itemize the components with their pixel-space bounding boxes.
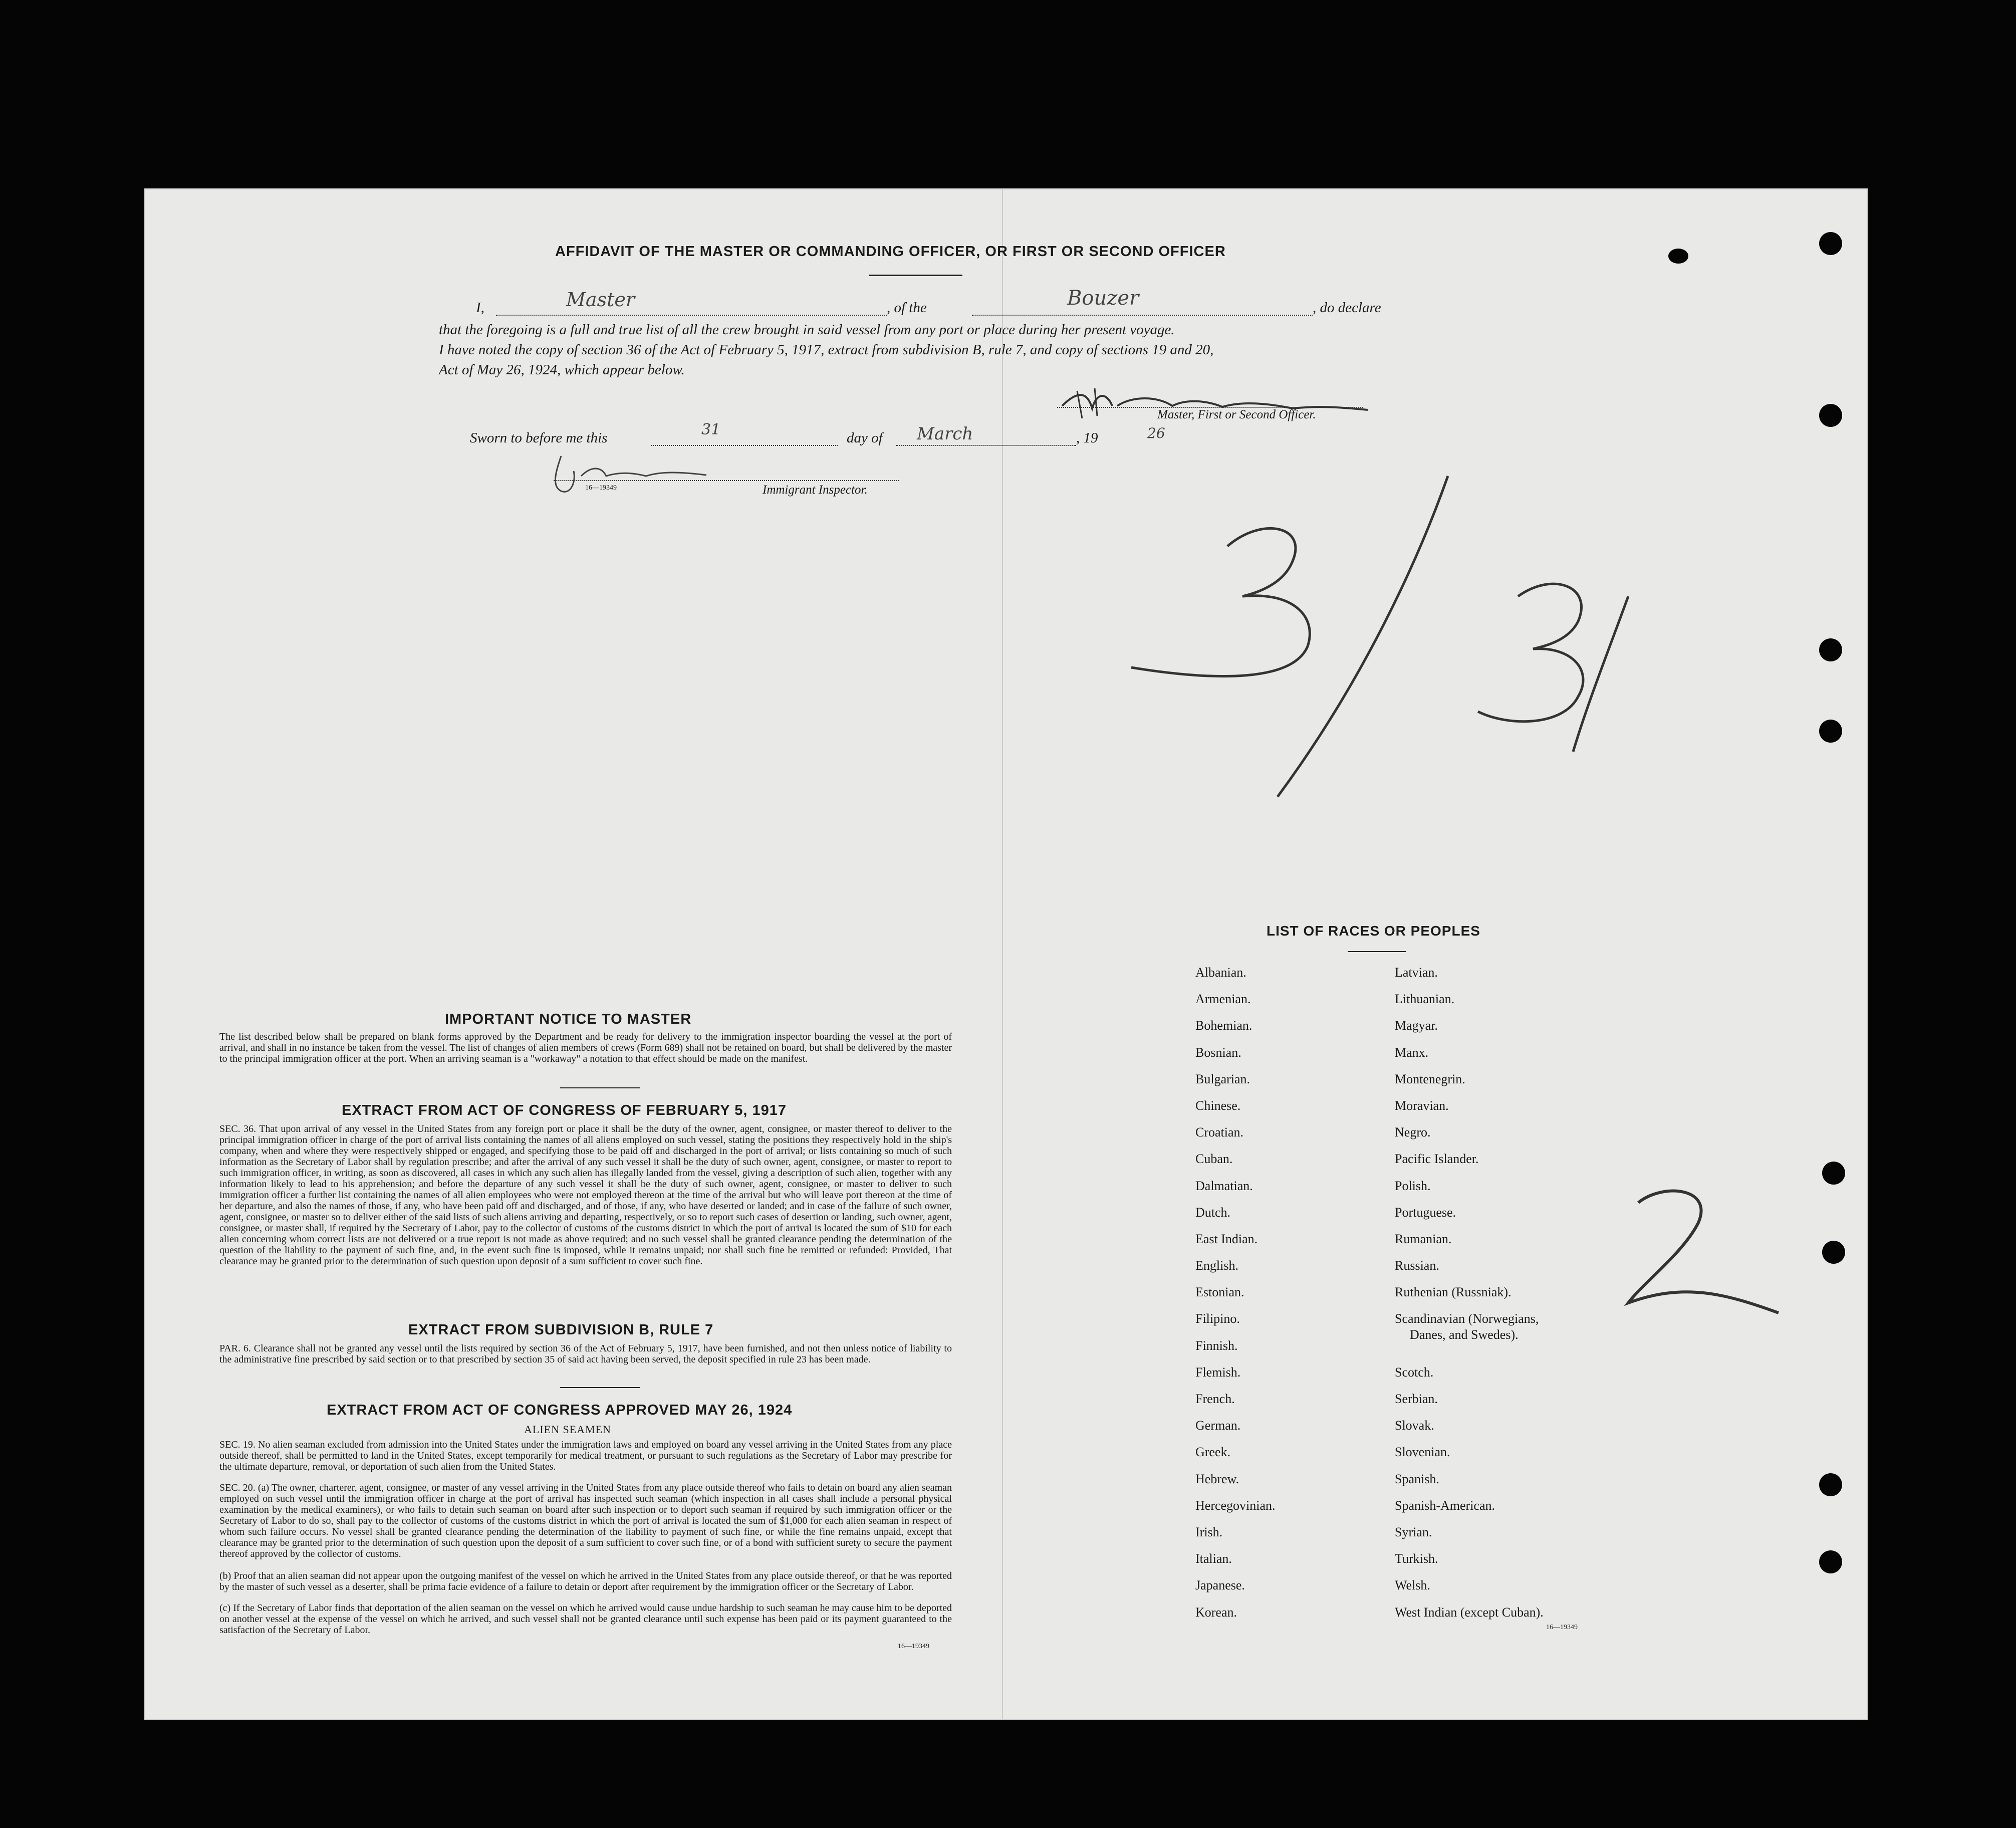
- race-item: Bosnian.: [1195, 1045, 1241, 1060]
- signer-label: Master, First or Second Officer.: [1157, 408, 1316, 421]
- race-item: Armenian.: [1195, 992, 1251, 1007]
- punch-hole: [1819, 1550, 1842, 1573]
- race-item: East Indian.: [1195, 1231, 1258, 1246]
- race-item: Spanish-American.: [1395, 1498, 1495, 1513]
- race-item: Finnish.: [1195, 1338, 1238, 1353]
- punch-hole: [1819, 232, 1842, 255]
- name-blank: [496, 315, 887, 316]
- punch-hole: [1822, 1162, 1845, 1185]
- race-item: Spanish.: [1395, 1471, 1439, 1486]
- inspector-label: Immigrant Inspector.: [763, 483, 868, 497]
- extract-1924-subtitle: ALIEN SEAMEN: [524, 1423, 611, 1436]
- race-item: Montenegrin.: [1395, 1071, 1465, 1086]
- vessel-blank: [972, 315, 1313, 316]
- extract-1917-title: EXTRACT FROM ACT OF CONGRESS OF FEBRUARY 5, 1917: [342, 1102, 787, 1118]
- race-item: Estonian.: [1195, 1285, 1244, 1300]
- race-item: German.: [1195, 1418, 1241, 1433]
- handwritten-name: Master: [566, 289, 635, 311]
- punch-hole: [1819, 1473, 1842, 1496]
- race-item: Danes, and Swedes).: [1410, 1327, 1519, 1342]
- rule7-title: EXTRACT FROM SUBDIVISION B, RULE 7: [408, 1322, 714, 1338]
- sworn-month-blank: [896, 445, 1076, 446]
- race-item: Turkish.: [1395, 1551, 1438, 1566]
- race-item: Slovenian.: [1395, 1445, 1450, 1460]
- race-item: Japanese.: [1195, 1578, 1245, 1593]
- race-item: Magyar.: [1395, 1018, 1438, 1033]
- race-item: Cuban.: [1195, 1152, 1233, 1167]
- handwritten-year: 26: [1147, 425, 1165, 441]
- race-item: English.: [1195, 1258, 1238, 1273]
- affidavit-line4: Act of May 26, 1924, which appear below.: [439, 362, 685, 378]
- punch-hole: [1822, 1241, 1845, 1264]
- race-item: Scandinavian (Norwegians,: [1395, 1311, 1539, 1326]
- races-title: LIST OF RACES OR PEOPLES: [1267, 923, 1480, 939]
- i-label: I,: [476, 300, 484, 316]
- rule7-body: PAR. 6. Clearance shall not be granted any vessel until the lists required by section 36 of the Act of February 5, 1917, have been furnished, and not then unless notice of liability to the administrative fine prescribed by said section or to that prescribed by section 35 of said act having been served, the deposit specified in rule 23 has been made.: [219, 1343, 952, 1365]
- race-item: Moravian.: [1395, 1098, 1449, 1113]
- race-item: Croatian.: [1195, 1125, 1244, 1140]
- affidavit-line3: I have noted the copy of section 36 of the Act of February 5, 1917, extract from subdivision B, rule 7, and copy of sections 19 and 20,: [439, 342, 1214, 358]
- race-item: Hebrew.: [1195, 1471, 1239, 1486]
- punch-hole: [1819, 404, 1842, 427]
- inspector-signature: [546, 451, 711, 501]
- race-item: West Indian (except Cuban).: [1395, 1605, 1544, 1620]
- handwritten-day: 31: [701, 421, 721, 438]
- race-item: Bohemian.: [1195, 1018, 1252, 1033]
- race-item: Syrian.: [1395, 1524, 1432, 1539]
- rule7-rule: [560, 1387, 640, 1388]
- notice-title: IMPORTANT NOTICE TO MASTER: [445, 1011, 692, 1027]
- race-item: Dalmatian.: [1195, 1178, 1253, 1193]
- race-item: Rumanian.: [1395, 1231, 1452, 1246]
- extract-1924-sec20b: (b) Proof that an alien seaman did not appear upon the outgoing manifest of the vessel on which he arrived in the United States from any place outside thereof, or that he was reported by the master of such vessel as a deserter, shall be prima facie evidence of a failure to detain or deport after requirement by the immigration officer or the Secretary of Labor.: [219, 1570, 952, 1592]
- race-item: Ruthenian (Russniak).: [1395, 1285, 1511, 1300]
- races-rule: [1348, 951, 1406, 952]
- extract-1924-title: EXTRACT FROM ACT OF CONGRESS APPROVED MAY 26, 1924: [327, 1402, 793, 1418]
- races-form-no: 16—19349: [1546, 1624, 1578, 1631]
- race-item: Bulgarian.: [1195, 1071, 1250, 1086]
- day-of-label: day of: [847, 430, 883, 446]
- extract-1917-body: SEC. 36. That upon arrival of any vessel in the United States from any foreign port or place it shall be the duty of the owner, agent, consignee, or master thereof to deliver to the principal immigration officer in charge of the port of arrival lists containing the names of all aliens employed on such vessel, stating the positions they respectively hold in the ship's company, when and where they were respectively shipped or engaged, and specifying those to be paid off and discharged in the port of arrival; or lists containing so much of such information as the Secretary of Labor shall by regulation prescribe; and after the arrival of any such vessel it shall be the duty of such owner, agent, consignee, or master to report to such immigration officer, in writing, as soon as discovered, all cases in which any such alien has illegally landed from the vessel, giving a description of such alien, together with any information likely to lead to his apprehension; and before the departure of any such vessel it shall be the duty of such owner, agent, consignee, or master to deliver to such immigration officer a further list containing the names of all alien employees who were not employed thereon at the time of the arrival but who will leave port thereon at the time of her departure, and also the names of those, if any, who have been paid off and discharged, and of those, if any, who have deserted or landed; and in case of the failure of such owner, agent, consignee, or master so to deliver either of the said lists of such aliens arriving and departing, respectively, or so to report such cases of desertion or landing, such owner, agent, consignee, or master shall, if required by the Secretary of Labor, pay to the collector of customs of the customs district in which the port of arrival is located the sum of $10 for each alien concerning whom correct lists are not delivered or a true report is not made as above required; and no such vessel shall be granted clearance pending the determination of the question of the liability to the payment of such fine, and, in the event such fine is imposed, while it remains unpaid; nor shall such fine be remitted or refunded: Provided, That clearance may be granted prior to the determination of such question upon deposit of a sum sufficient to cover such fine.: [219, 1123, 952, 1267]
- race-item: Hercegovinian.: [1195, 1498, 1276, 1513]
- extract-1924-sec20c: (c) If the Secretary of Labor finds that deportation of the alien seaman on the vessel on which he arrived would cause undue hardship to such seaman he may cause him to be deported on another vessel at the expense of the vessel on which he arrived, and such vessel shall not be granted clearance until such expense has been paid or its payment guaranteed to the satisfaction of the Secretary of Labor.: [219, 1603, 952, 1636]
- extract-1924-form-no: 16—19349: [898, 1643, 929, 1650]
- race-item: Flemish.: [1195, 1364, 1241, 1380]
- race-item: Chinese.: [1195, 1098, 1241, 1113]
- race-item: Filipino.: [1195, 1311, 1240, 1326]
- race-item: Negro.: [1395, 1125, 1431, 1140]
- extract-1924-sec20a: SEC. 20. (a) The owner, charterer, agent, consignee, or master of any vessel arriving in the United States from any place outside thereof who fails to detain on board any alien seaman employed on such vessel until the immigration officer in charge at the port of arrival has inspected such seaman (which inspection in all cases shall include a personal physical examination by the medical examiners), or who fails to detain such seaman on board after such inspection or to deport such seaman if required by such immigration officer or the Secretary of Labor to do so, shall pay to the collector of customs of the customs district in which the port of arrival is located the sum of $1,000 for each alien seaman in respect of whom such failure occurs. No vessel shall be granted clearance pending the determination of the liability to payment of such fine, or while the fine remains unpaid, except that clearance may be granted prior to the determination of such question upon the deposit of a sum sufficient to cover such fine, or of a bond with sufficient surety to secure the payment thereof approved by the collector of customs.: [219, 1482, 952, 1559]
- extract-1924-sec19: SEC. 19. No alien seaman excluded from admission into the United States under the immigration laws and employed on board any vessel arriving in the United States from any place outside thereof, shall be permitted to land in the United States, except temporarily for medical treatment, or pursuant to such regulations as the Secretary of Labor may prescribe for the ultimate departure, removal, or deportation of such alien from the United States.: [219, 1439, 952, 1472]
- title-rule: [869, 275, 962, 276]
- punch-hole: [1819, 720, 1842, 743]
- race-item: Serbian.: [1395, 1392, 1438, 1407]
- affidavit-title: AFFIDAVIT OF THE MASTER OR COMMANDING OFFICER, OR FIRST OR SECOND OFFICER: [555, 244, 1226, 260]
- race-item: Scotch.: [1395, 1364, 1434, 1380]
- of-the-label: , of the: [887, 300, 927, 316]
- race-item: Italian.: [1195, 1551, 1232, 1566]
- race-item: Slovak.: [1395, 1418, 1434, 1433]
- handwritten-vessel: Bouzer: [1067, 287, 1139, 310]
- year-prefix: , 19: [1076, 430, 1098, 446]
- handwritten-date-stamp: [1127, 471, 1638, 802]
- race-item: Dutch.: [1195, 1205, 1231, 1220]
- race-item: Latvian.: [1395, 965, 1438, 980]
- affidavit-line2: that the foregoing is a full and true list of all the crew brought in said vessel from any port or place during her present voyage.: [439, 322, 1175, 338]
- races-right-column: [1395, 965, 1655, 1632]
- inspector-blank: [554, 480, 899, 481]
- race-item: Lithuanian.: [1395, 992, 1455, 1007]
- race-item: Pacific Islander.: [1395, 1152, 1479, 1167]
- races-left-column: [1195, 965, 1376, 1632]
- handwritten-month: March: [917, 424, 973, 444]
- punch-hole: [1819, 638, 1842, 661]
- sworn-day-blank: [651, 445, 838, 446]
- sworn-label: Sworn to before me this: [470, 430, 608, 446]
- do-declare-label: , do declare: [1313, 300, 1381, 316]
- race-item: French.: [1195, 1392, 1235, 1406]
- race-item: Korean.: [1195, 1605, 1237, 1620]
- ink-blot: [1668, 249, 1688, 264]
- race-item: Manx.: [1395, 1045, 1429, 1060]
- race-item: Greek.: [1195, 1445, 1231, 1460]
- race-item: Welsh.: [1395, 1578, 1430, 1593]
- sworn-line: [470, 430, 1171, 450]
- notice-rule: [560, 1087, 640, 1088]
- race-item: Polish.: [1395, 1178, 1431, 1193]
- race-item: Russian.: [1395, 1258, 1439, 1273]
- inspector-form-no: 16—19349: [585, 484, 617, 492]
- notice-body: The list described below shall be prepared on blank forms approved by the Department and be ready for delivery to the immigration inspector boarding the vessel at the port of arrival, and shall in no instance be taken from the vessel. The list of changes of alien members of crews (Form 689) shall not be retained on board, but shall be delivered by the master to the principal immigration officer at the port. When an arriving seaman is a "workaway" a notation to that effect should be made on the manifest.: [219, 1031, 952, 1064]
- race-item: Portuguese.: [1395, 1205, 1456, 1220]
- race-item: Albanian.: [1195, 965, 1246, 980]
- race-item: Irish.: [1195, 1524, 1223, 1539]
